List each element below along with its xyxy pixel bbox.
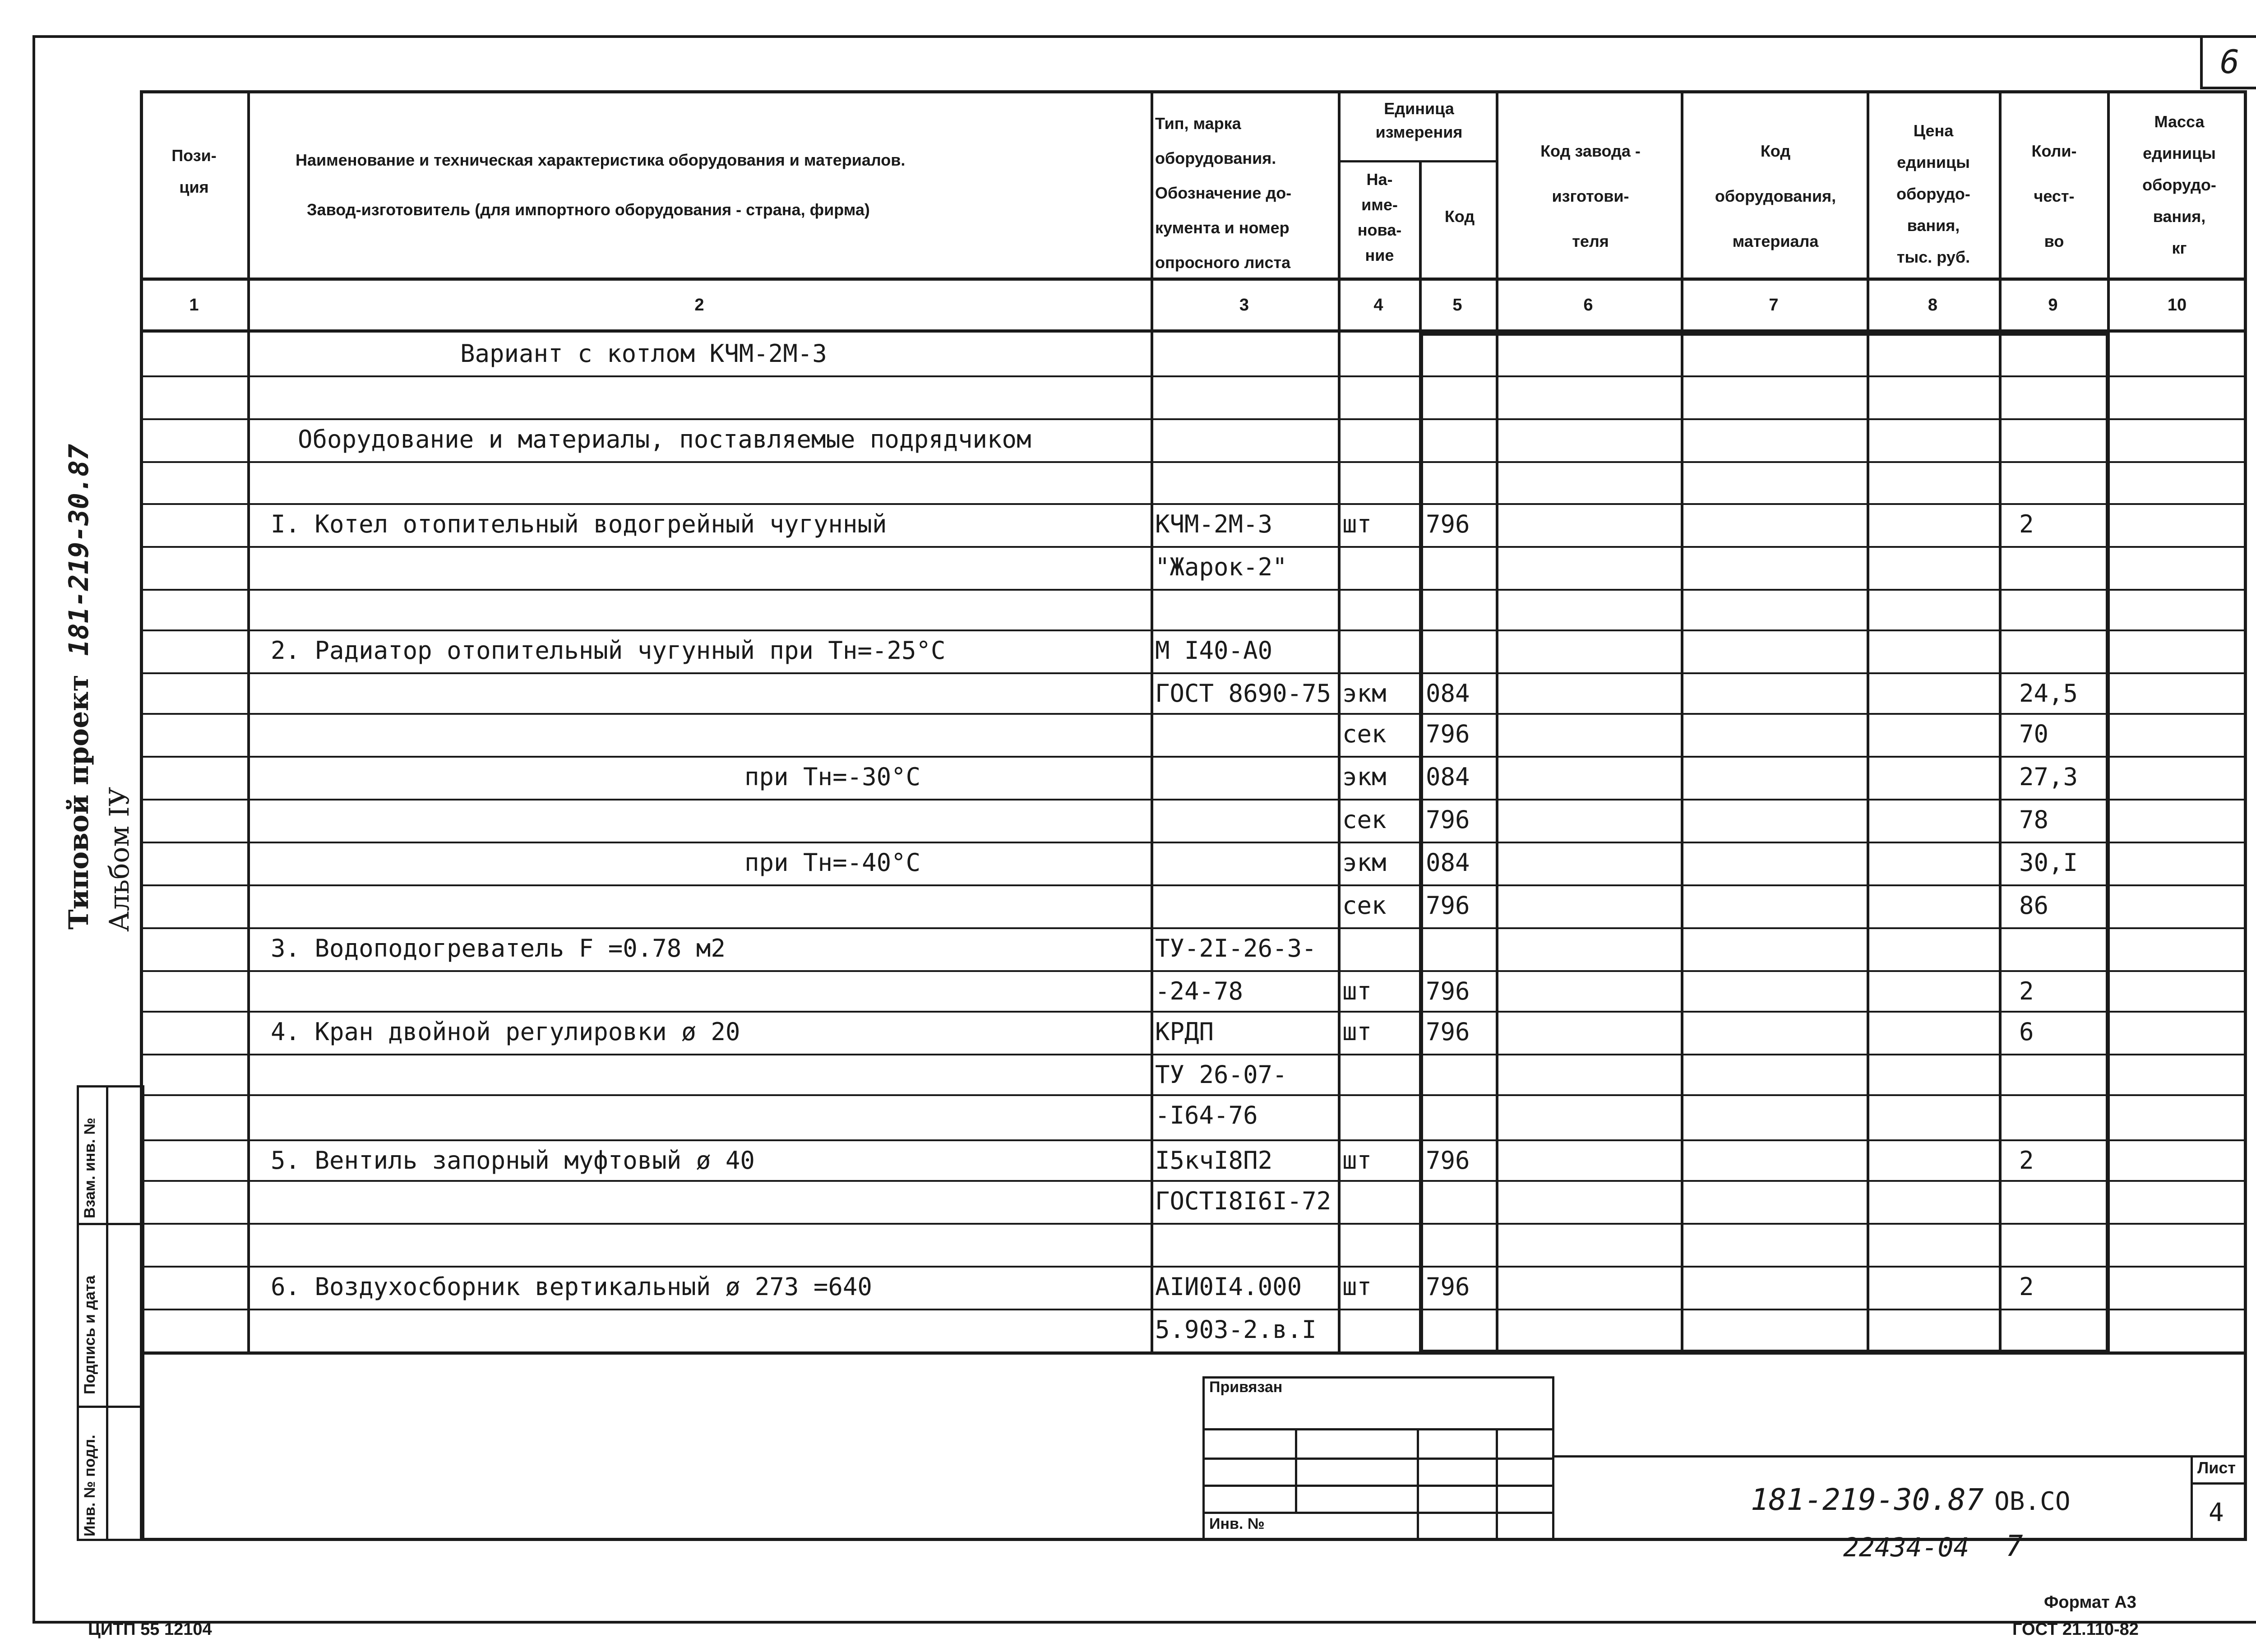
- row-code: 796: [1426, 720, 1470, 748]
- row-unit: шт: [1342, 1273, 1372, 1301]
- bottom-handwritten: 22434-04: [1843, 1532, 1969, 1563]
- row-name: при Тн=-30°C: [744, 763, 921, 791]
- row-separator: [140, 1266, 2247, 1268]
- header-unit-group: Единица измерения: [1375, 99, 1463, 141]
- row-name: Оборудование и материалы, поставляемые подрядчиком: [298, 425, 1031, 453]
- row-type: М I40-A0: [1155, 636, 1273, 665]
- row-name: I. Котел отопительный водогрейный чугунный: [271, 510, 887, 538]
- privyazan-vline: [1417, 1428, 1419, 1541]
- row-separator: [140, 1309, 2247, 1310]
- row-code: 796: [1426, 977, 1470, 1005]
- row-name: при Тн=-40°C: [744, 848, 921, 877]
- row-type: AIИ0I4.000: [1155, 1273, 1302, 1301]
- left-stamp-divider: [106, 1085, 108, 1541]
- row-qty: 2: [2019, 1146, 2034, 1175]
- row-name: 5. Вентиль запорный муфтовый ø 40: [271, 1146, 755, 1175]
- header-col10: Масса единицы оборудо- вания, кг: [2142, 112, 2216, 257]
- row-name: 2. Радиатор отопительный чугунный при Тн=-25°C: [271, 636, 946, 665]
- row-qty: 2: [2019, 1273, 2034, 1301]
- row-code: 084: [1426, 763, 1470, 791]
- header-col7: Код оборудования, материала: [1715, 142, 1836, 250]
- bottom-number: 7: [2006, 1530, 2023, 1563]
- row-separator: [140, 629, 2247, 631]
- row-unit: шт: [1342, 1018, 1372, 1046]
- privyazan-line: [1202, 1512, 1554, 1514]
- colnum-9: 9: [2048, 296, 2058, 315]
- row-unit: экм: [1342, 763, 1387, 791]
- row-type: 5.903-2.в.I: [1155, 1315, 1317, 1344]
- row-unit: шт: [1342, 1146, 1372, 1175]
- row-unit: экм: [1342, 679, 1387, 708]
- row-separator: [140, 589, 2247, 591]
- footer-format: Формат А3: [2044, 1593, 2136, 1612]
- row-qty: 70: [2019, 720, 2049, 748]
- header-col4: На- име- нова- ние: [1357, 170, 1402, 264]
- row-separator: [140, 546, 2247, 548]
- colnum-6: 6: [1583, 296, 1593, 315]
- footer-left: ЦИТП 55 12104: [88, 1620, 212, 1639]
- header-col5: Код: [1444, 207, 1475, 226]
- row-code: 084: [1426, 848, 1470, 877]
- row-code: 796: [1426, 1273, 1470, 1301]
- row-unit: шт: [1342, 510, 1372, 538]
- row-type: ГОСТI8I6I-72: [1155, 1187, 1331, 1215]
- row-separator: [140, 672, 2247, 674]
- sheet-box-line: [2191, 1455, 2193, 1541]
- row-qty: 2: [2019, 977, 2034, 1005]
- row-separator: [140, 713, 2247, 715]
- sheet-box-line: [2191, 1482, 2247, 1485]
- row-separator: [140, 1054, 2247, 1055]
- header-col2-line2: Завод-изготовитель (для импортного оборудования - страна, фирма): [307, 200, 870, 219]
- row-separator: [140, 1223, 2247, 1225]
- row-code: 796: [1426, 805, 1470, 834]
- side-project-title: Типовой проект 181-219-30.87: [63, 444, 95, 930]
- stamp-podpis: Подпись и дата: [81, 1275, 98, 1394]
- row-separator: [140, 970, 2247, 972]
- row-separator: [140, 418, 2247, 420]
- row-separator: [140, 1094, 2247, 1096]
- header-col8: Цена единицы оборудо- вания, тыс. руб.: [1896, 121, 1970, 266]
- row-code: 796: [1426, 510, 1470, 538]
- privyazan-vline: [1496, 1428, 1498, 1541]
- row-type: КРДП: [1155, 1018, 1214, 1046]
- unit-split-line: [1338, 160, 1496, 162]
- row-separator: [140, 1180, 2247, 1182]
- privyazan-vline: [1295, 1428, 1297, 1512]
- footer-gost: ГОСТ 21.110-82: [2012, 1620, 2139, 1639]
- header-col2-line1: Наименование и техническая характеристика оборудования и материалов.: [296, 151, 906, 169]
- row-type: КЧМ-2М-3: [1155, 510, 1273, 538]
- colnum-7: 7: [1769, 296, 1779, 315]
- privyazan-line: [1202, 1485, 1554, 1487]
- row-unit: сек: [1342, 805, 1387, 834]
- row-qty: 27,3: [2019, 763, 2078, 791]
- left-stamp-line: [77, 1223, 144, 1225]
- row-code: 796: [1426, 1146, 1470, 1175]
- colnum-1: 1: [189, 296, 199, 315]
- row-code: 796: [1426, 891, 1470, 920]
- row-name: 6. Воздухосборник вертикальный ø 273 =640: [271, 1273, 872, 1301]
- colnum-2: 2: [694, 296, 704, 315]
- colnum-10: 10: [2167, 296, 2187, 315]
- colnum-8: 8: [1928, 296, 1938, 315]
- row-unit: шт: [1342, 977, 1372, 1005]
- page-box-line: [2200, 87, 2256, 89]
- sheet-number: 4: [2209, 1498, 2224, 1527]
- row-separator: [140, 375, 2247, 377]
- row-separator: [140, 842, 2247, 843]
- row-unit: экм: [1342, 848, 1387, 877]
- privyazan-line: [1202, 1458, 1554, 1460]
- row-code: 084: [1426, 679, 1470, 708]
- colnum-5: 5: [1452, 296, 1462, 315]
- row-unit: сек: [1342, 720, 1387, 748]
- row-qty: 2: [2019, 510, 2034, 538]
- row-name: Вариант с котлом КЧМ-2М-3: [460, 339, 827, 368]
- doc-suffix: ОВ.СО: [1994, 1487, 2071, 1516]
- row-unit: сек: [1342, 891, 1387, 920]
- inv-no-label: Инв. №: [1209, 1515, 1265, 1532]
- row-separator: [140, 884, 2247, 886]
- col-line-3: [1338, 90, 1341, 1354]
- row-name: 3. Водоподогреватель F =0.78 м2: [271, 934, 726, 963]
- header-col6: Код завода - изготови- теля: [1540, 142, 1641, 250]
- row-separator: [140, 1139, 2247, 1141]
- row-qty: 30,I: [2019, 848, 2078, 877]
- page-box-line: [2200, 35, 2203, 89]
- header-col9: Коли- чест- во: [2031, 142, 2077, 250]
- row-code: 796: [1426, 1018, 1470, 1046]
- privyazan-label: Привязан: [1209, 1379, 1283, 1396]
- row-type: ТУ 26-07-: [1155, 1060, 1287, 1089]
- col-line-1: [247, 90, 250, 1354]
- page-number-top: 6: [2220, 43, 2240, 81]
- row-qty: 24,5: [2019, 679, 2078, 708]
- row-type: ТУ-2I-26-3-: [1155, 934, 1317, 963]
- stamp-top-line: [1554, 1455, 2247, 1458]
- row-separator: [140, 756, 2247, 758]
- privyazan-line: [1202, 1428, 1554, 1430]
- body-bottom-line: [140, 1351, 2247, 1355]
- row-separator: [140, 461, 2247, 463]
- row-type: -I64-76: [1155, 1101, 1258, 1129]
- row-type: I5кчI8П2: [1155, 1146, 1273, 1175]
- row-qty: 6: [2019, 1018, 2034, 1046]
- row-qty: 86: [2019, 891, 2049, 920]
- doc-code: 181-219-30.87: [1751, 1482, 1984, 1517]
- sheet-label: Лист: [2197, 1458, 2236, 1477]
- header-col2: [271, 135, 1128, 235]
- col-line-2: [1151, 90, 1153, 1354]
- row-type: ГОСТ 8690-75: [1155, 679, 1331, 708]
- row-separator: [140, 799, 2247, 801]
- header-col3: Тип, марка оборудования. Обозначение до- кумента и номер опросного листа: [1155, 114, 1292, 272]
- row-separator: [140, 927, 2247, 929]
- row-separator: [140, 503, 2247, 505]
- row-type: -24-78: [1155, 977, 1244, 1005]
- row-separator: [140, 1011, 2247, 1013]
- side-album: Альбом IУ: [104, 787, 135, 932]
- header-col1: Пози- ция: [171, 146, 217, 196]
- left-stamp-line: [77, 1406, 144, 1408]
- colnum-4: 4: [1373, 296, 1383, 315]
- row-name: 4. Кран двойной регулировки ø 20: [271, 1018, 740, 1046]
- stamp-inv-podl: Инв. № подл.: [81, 1435, 98, 1536]
- row-qty: 78: [2019, 805, 2049, 834]
- stamp-vzam: Взам. инв. №: [81, 1117, 98, 1218]
- row-type: "Жарок-2": [1155, 553, 1287, 581]
- colnum-3: 3: [1239, 296, 1249, 315]
